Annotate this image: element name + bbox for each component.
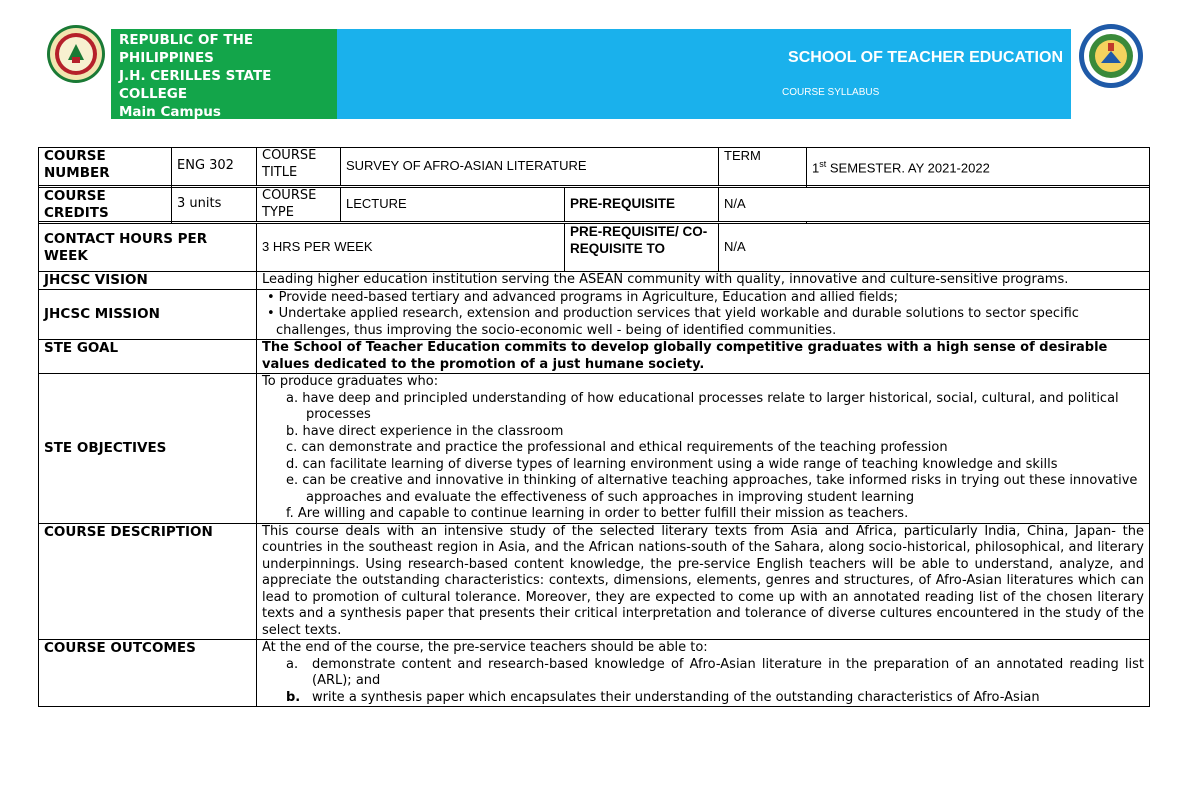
institution-line: J.H. CERILLES STATE bbox=[119, 68, 272, 84]
goal-text: The School of Teacher Education commits to develop globally competitive graduates with a high sense of desirable values dedicated to the promotion of a just humane society. bbox=[257, 340, 1150, 374]
college-seal-logo bbox=[46, 24, 106, 84]
list-item: a. have deep and principled understanding of how educational processes relate to larger historical, social, cultural, and political processes bbox=[286, 390, 1119, 422]
prerequisite-value: N/A bbox=[719, 188, 1150, 222]
table-row bbox=[39, 289, 1150, 340]
mission-label: JHCSC MISSION bbox=[39, 289, 257, 340]
list-item: • Provide need-based tertiary and advanced programs in Agriculture, Education and allied fields; bbox=[262, 290, 1144, 307]
description-text: This course deals with an intensive study of the selected literary texts from Asia and Africa, particularly India, China, Japan- the countries in the southeast region in Asia, and the African nations-south of the Sahara, along socio-historical, philosophical, and literary underpinnings. Using research-based content knowledge, the pre-service English teachers will be able to understand, analyze, and appreciate the outstanding characteristics: contexts, dimensions, elements, genres and structures, of Afro-Asian literatures which can lead to promotion of cultural tolerance. Moreover, they are expected to come up with an annotated reading list of the chosen literary texts and a synthesis paper that presents their critical interpretation and tolerance of diverse cultures encountered in the study of the select texts. bbox=[257, 523, 1150, 640]
outcomes-label: COURSE OUTCOMES bbox=[39, 640, 257, 707]
table-row bbox=[39, 523, 1150, 640]
list-item: e. can be creative and innovative in thinking of alternative teaching approaches, take informed risks in trying out these innovative approaches and evaluate the effectiveness of such approaches in improving student learning bbox=[286, 473, 1138, 505]
syllabus-table bbox=[38, 147, 1150, 707]
course-title-value: SURVEY OF AFRO-ASIAN LITERATURE bbox=[341, 148, 719, 186]
school-seal-logo bbox=[1078, 23, 1144, 89]
institution-line: REPUBLIC OF THE bbox=[119, 32, 254, 48]
vision-label: JHCSC VISION bbox=[39, 272, 257, 290]
prerequisite-label: PRE-REQUISITE bbox=[565, 188, 719, 222]
mission-list bbox=[262, 290, 1144, 340]
course-type-label: COURSE TYPE bbox=[257, 188, 341, 222]
contact-hours-value: 3 HRS PER WEEK bbox=[257, 224, 565, 272]
objectives-cell bbox=[257, 374, 1150, 524]
outcomes-intro: At the end of the course, the pre-service teachers should be able to: bbox=[262, 640, 708, 655]
goal-label: STE GOAL bbox=[39, 340, 257, 374]
course-title-label: COURSE TITLE bbox=[257, 148, 341, 186]
contact-hours-label: CONTACT HOURS PER WEEK bbox=[39, 224, 257, 272]
document-subtitle: COURSE SYLLABUS bbox=[782, 87, 880, 98]
term-value: 1st SEMESTER. AY 2021-2022 bbox=[807, 148, 1150, 186]
outcomes-cell bbox=[257, 640, 1150, 707]
term-label: TERM bbox=[719, 148, 807, 186]
table-row bbox=[39, 188, 1150, 222]
list-item: b. write a synthesis paper which encapsulates their understanding of the outstanding characteristics of Afro-Asian bbox=[286, 689, 1040, 705]
objectives-label: STE OBJECTIVES bbox=[39, 374, 257, 524]
list-item: a. demonstrate content and research-based knowledge of Afro-Asian literature in the preparation of an annotated reading list (ARL); and bbox=[286, 656, 1144, 688]
school-title: SCHOOL OF TEACHER EDUCATION bbox=[788, 49, 1063, 66]
school-banner bbox=[337, 29, 1071, 119]
document-header bbox=[38, 20, 1158, 124]
list-item: b. have direct experience in the classroom bbox=[286, 423, 564, 439]
course-type-value: LECTURE bbox=[341, 188, 565, 222]
table-row bbox=[39, 148, 1150, 186]
table-row bbox=[39, 272, 1150, 290]
table-row bbox=[39, 340, 1150, 374]
table-row bbox=[39, 374, 1150, 524]
list-item: c. can demonstrate and practice the professional and ethical requirements of the teaching profession bbox=[286, 440, 948, 455]
objectives-intro: To produce graduates who: bbox=[262, 374, 439, 389]
institution-line: Main Campus bbox=[119, 104, 221, 120]
table-row bbox=[39, 224, 1150, 272]
corequisite-value: N/A bbox=[719, 224, 1150, 272]
list-item: d. can facilitate learning of diverse types of learning environment using a wide range of teaching knowledge and skills bbox=[286, 456, 1058, 472]
institution-name-block bbox=[111, 29, 337, 119]
institution-line: PHILIPPINES bbox=[119, 50, 214, 66]
list-item: f. Are willing and capable to continue learning in order to better fulfill their mission as teachers. bbox=[286, 506, 909, 521]
course-credits-label: COURSE CREDITS bbox=[39, 188, 172, 222]
institution-line: COLLEGE bbox=[119, 86, 188, 102]
course-number-value: ENG 302 bbox=[172, 148, 257, 186]
course-credits-value: 3 units bbox=[172, 188, 257, 222]
list-item: • Undertake applied research, extension and production services that yield workable and durable solutions to sector specific challenges, thus improving the socio-economic well - being of identified communities. bbox=[262, 306, 1144, 339]
vision-text: Leading higher education institution serving the ASEAN community with quality, innovative and culture-sensitive programs. bbox=[257, 272, 1150, 290]
mission-list-cell bbox=[257, 289, 1150, 340]
table-row bbox=[39, 640, 1150, 707]
corequisite-label: PRE-REQUISITE/ CO-REQUISITE TO bbox=[565, 224, 719, 272]
course-number-label: COURSE NUMBER bbox=[39, 148, 172, 186]
description-label: COURSE DESCRIPTION bbox=[39, 523, 257, 640]
